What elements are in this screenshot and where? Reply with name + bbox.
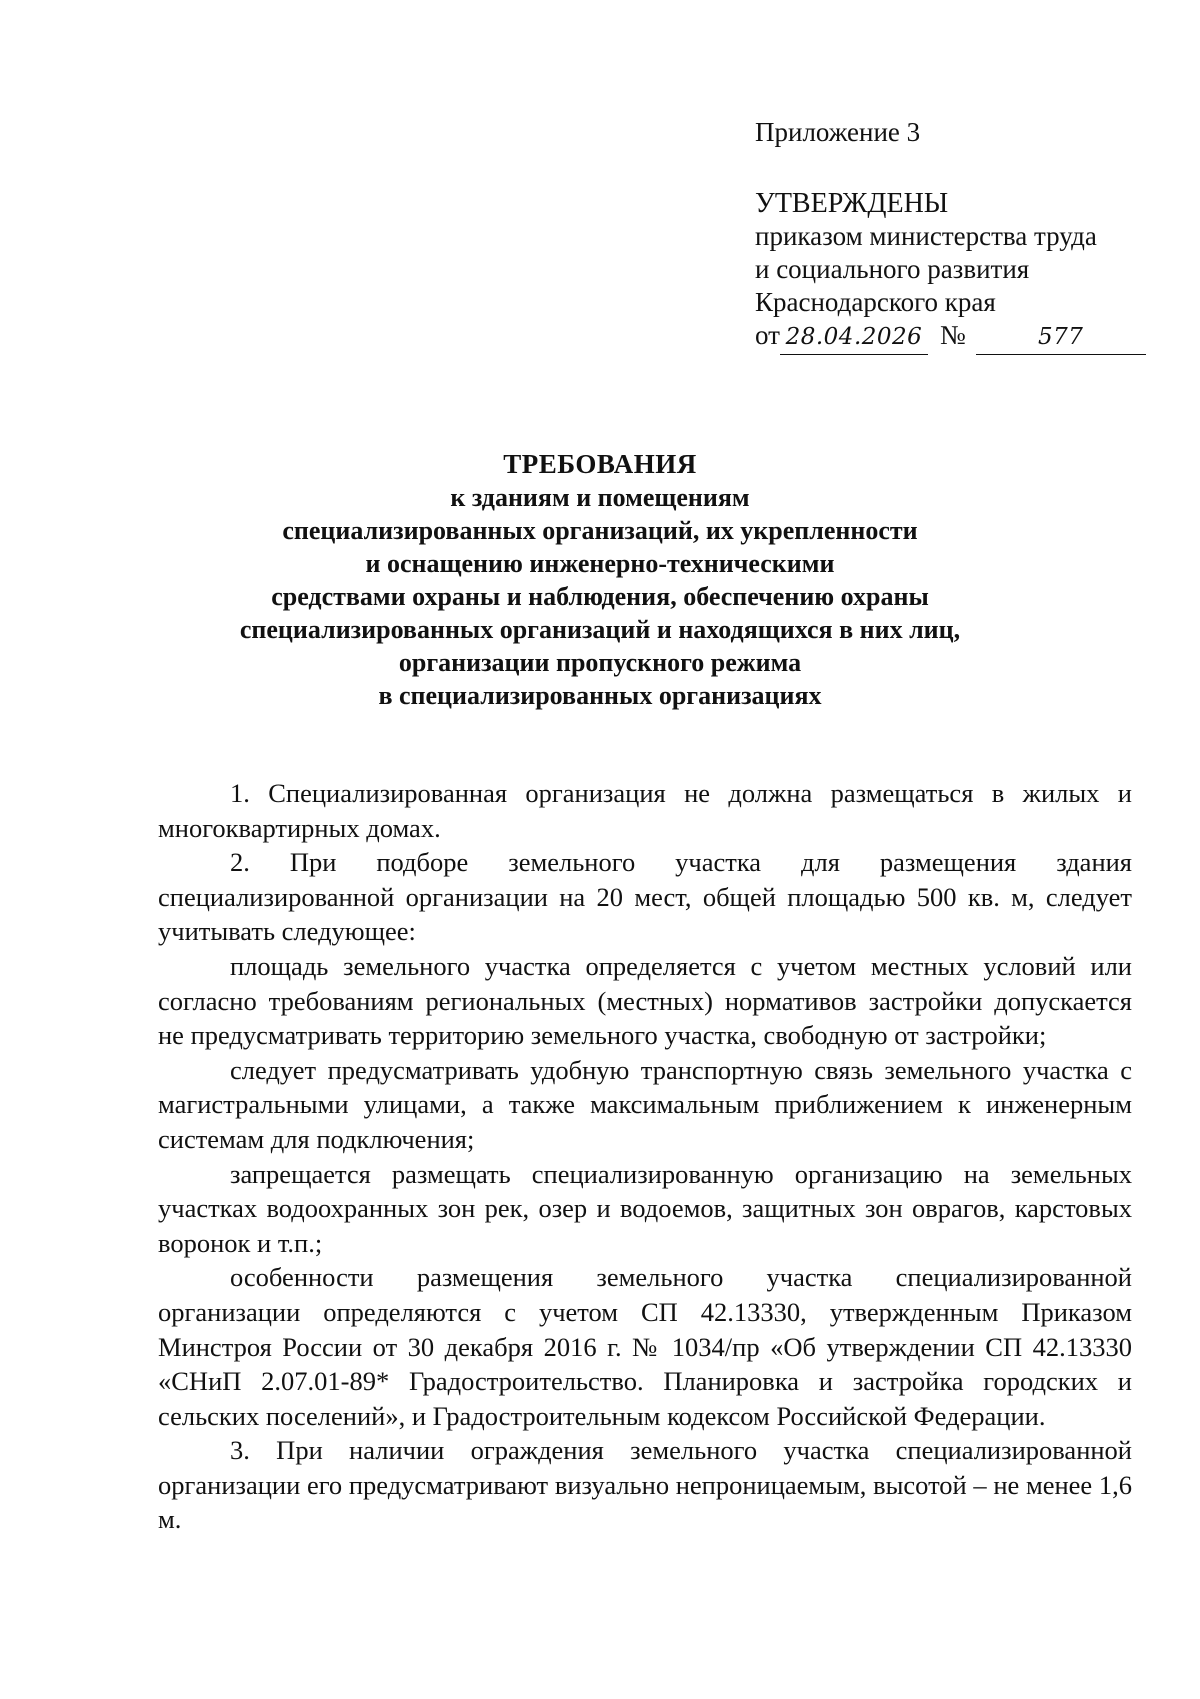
order-ref-line-3: Краснодарского края xyxy=(755,287,996,317)
annex-label: Приложение 3 xyxy=(755,117,921,147)
handwritten-number: 577 xyxy=(976,321,1146,355)
date-number-line xyxy=(755,319,1155,355)
order-ref-line-1: приказом министерства труда xyxy=(755,221,1097,251)
title-line: в специализированных организациях xyxy=(378,681,822,710)
paragraph-2-item-features: особенности размещения земельного участка специализированной организации определяются с учетом СП 42.13330, утвержденным Приказом Минстроя России от 30 декабря 2016 г. № 1034/пр «Об утверждении СП 42.13330 «СНиП 2.07.01-89* Градостроительство. Планировка и застройка городских и сельских поселений», и Градостроительным кодексом Российской Федерации. xyxy=(158,1262,1132,1431)
handwritten-date: 28.04.2026 xyxy=(780,321,928,355)
annex-block xyxy=(755,116,1155,355)
document-body xyxy=(158,776,1132,1537)
order-ref-line-2: и социального развития xyxy=(755,254,1030,284)
paragraph-2-item-area: площадь земельного участка определяется с учетом местных условий или согласно требованиям региональных (местных) нормативов застройки допускается не предусматривать территорию земельного участка, свободную от застройки; xyxy=(158,950,1132,1051)
paragraph-2-item-prohibited: запрещается размещать специализированную организацию на земельных участках водоохранных зон рек, озер и водоемов, защитных зон оврагов, карстовых воронок и т.п.; xyxy=(158,1158,1132,1258)
title-line: средствами охраны и наблюдения, обеспечению охраны xyxy=(271,582,929,611)
title-line: и оснащению инженерно-техническими xyxy=(365,549,835,578)
title-line: специализированных организаций, их укрепленности xyxy=(282,516,918,545)
paragraph-3: 3. При наличии ограждения земельного участка специализированной организации его предусматривают визуально непроницаемым, высотой – не менее 1,6 м. xyxy=(158,1435,1132,1535)
paragraph-1: 1. Специализированная организация не должна размещаться в жилых и многоквартирных домах. xyxy=(158,778,1132,843)
title-line: организации пропускного режима xyxy=(398,648,802,677)
date-prefix: от xyxy=(755,320,780,350)
title-line: специализированных организаций и находящихся в них лиц, xyxy=(239,615,961,644)
paragraph-2: 2. При подборе земельного участка для размещения здания специализированной организации на 20 мест, общей площадью 500 кв. м, следует учитывать следующее: xyxy=(158,847,1132,947)
approved-heading: УТВЕРЖДЕНЫ xyxy=(755,188,949,219)
number-sign: № xyxy=(939,320,966,350)
document-title xyxy=(150,448,1050,712)
title-main: ТРЕБОВАНИЯ xyxy=(503,449,697,479)
title-line: к зданиям и помещениям xyxy=(450,483,750,512)
paragraph-2-item-transport: следует предусматривать удобную транспортную связь земельного участка с магистральными улицами, а также максимальным приближением к инженерным системам для подключения; xyxy=(158,1054,1132,1154)
